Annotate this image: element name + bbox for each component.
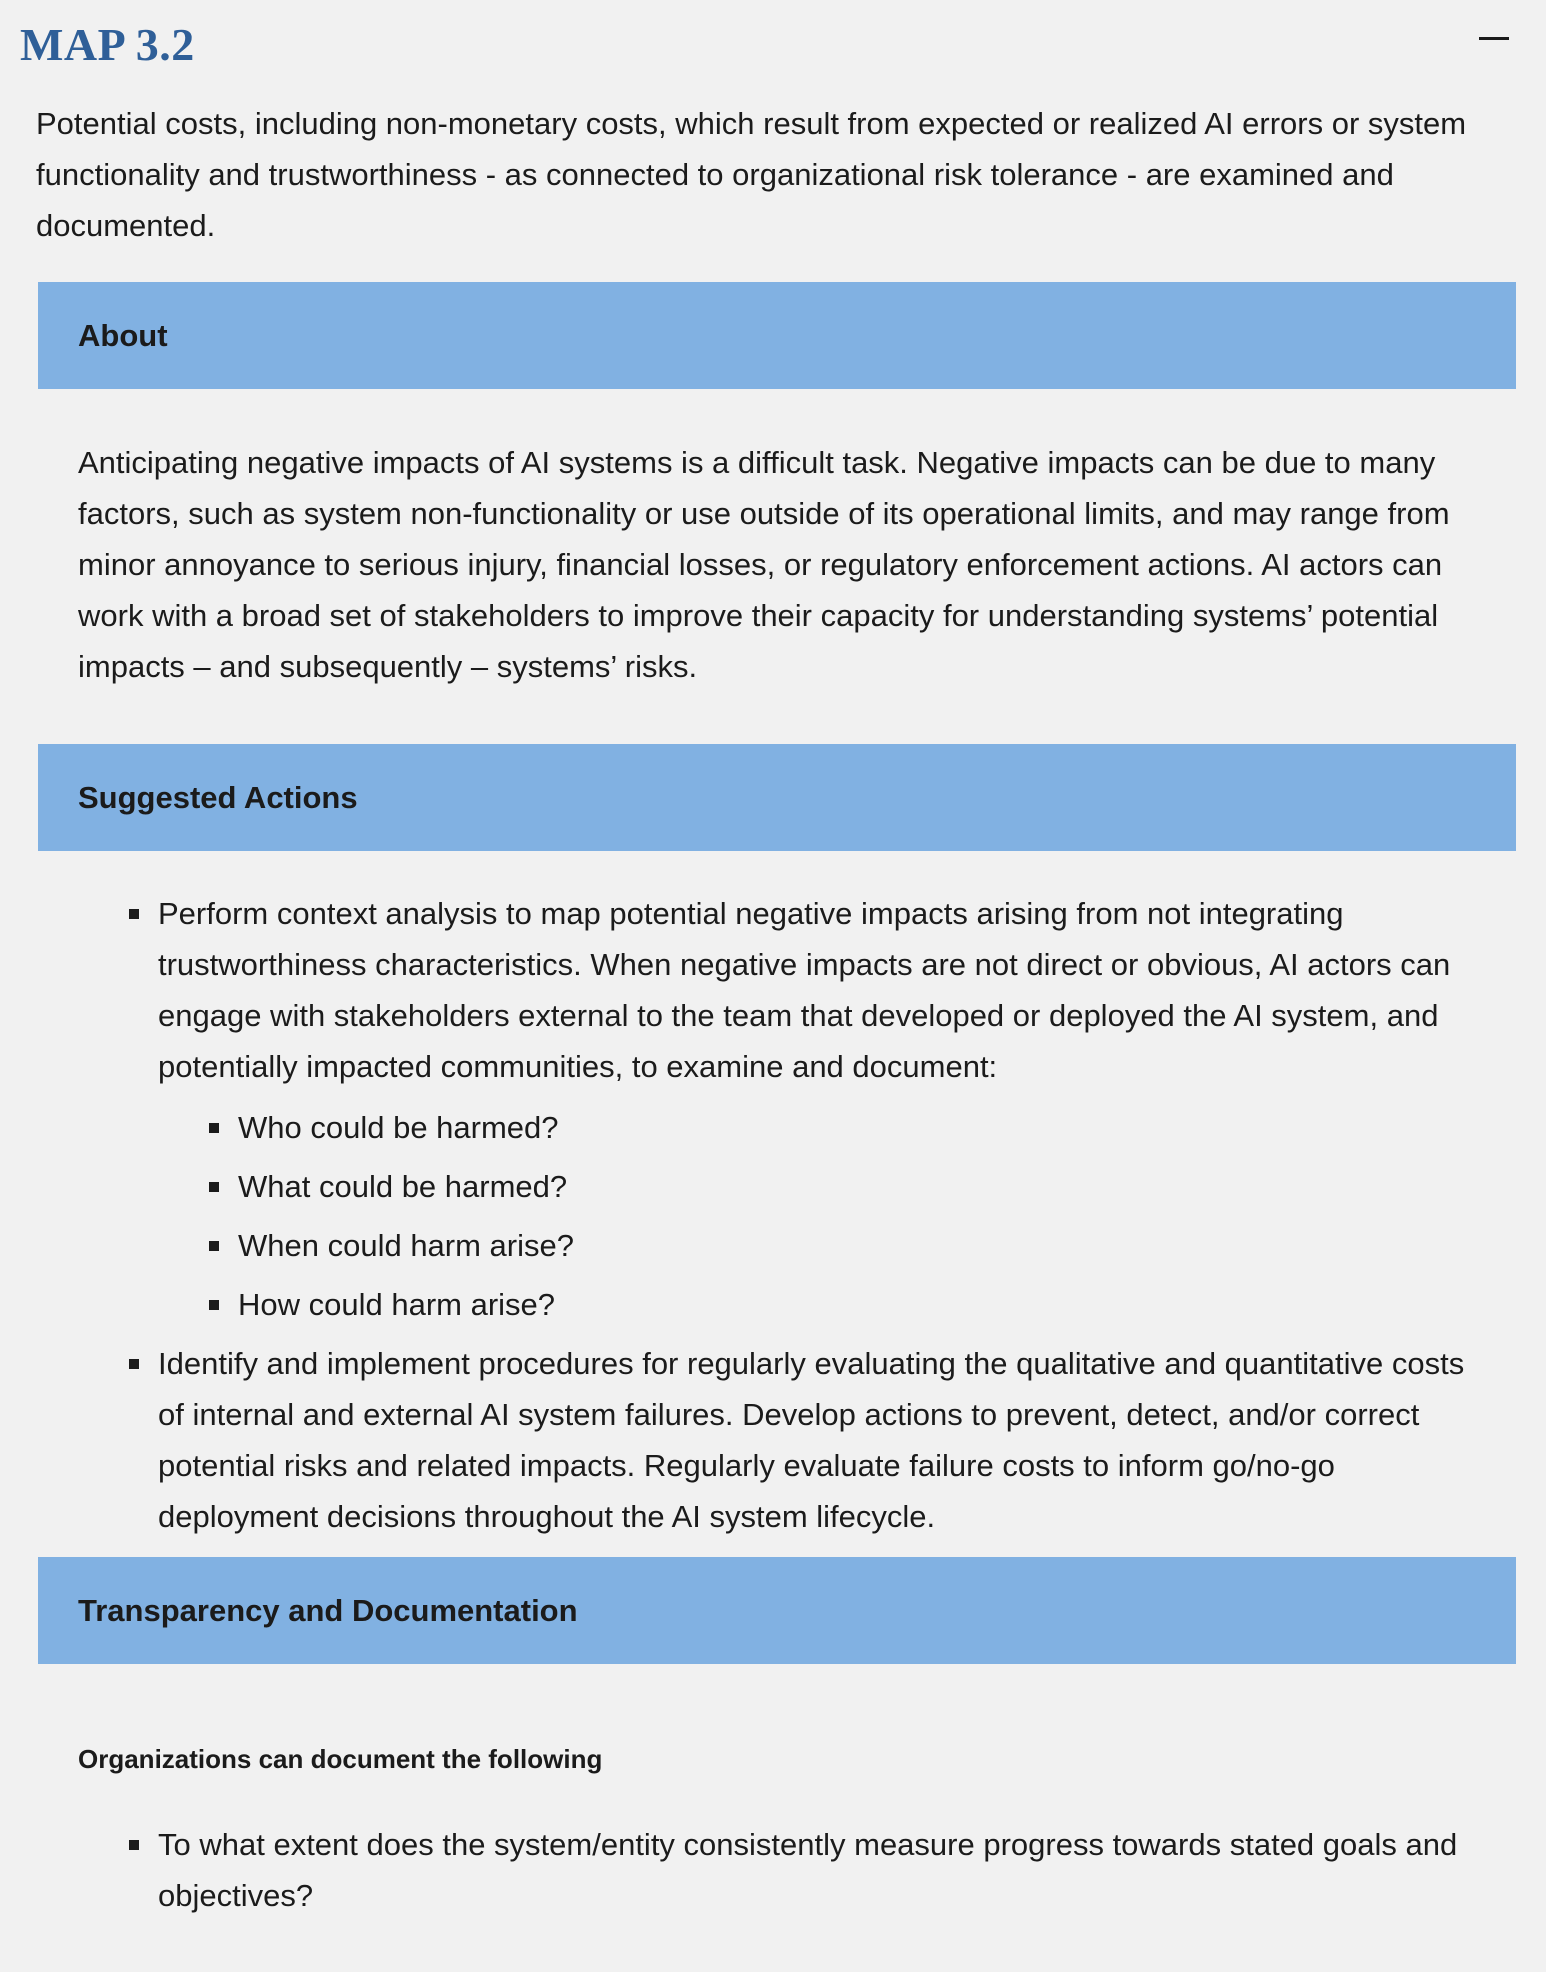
list-item-text: When could harm arise? [238, 1228, 574, 1263]
collapse-toggle-button[interactable] [1474, 24, 1514, 54]
square-bullet-icon [209, 1123, 219, 1133]
list-item-text: Identify and implement procedures for regularly evaluating the qualitative and quantitative costs of internal and external AI system failures. Develop actions to prevent, detect, and/or correct potential risks and related impacts. Regularly evaluate failure costs to inform go/no-go deployment decisions throughout the AI system lifecycle. [158, 1346, 1465, 1534]
page-title: MAP 3.2 [20, 19, 195, 70]
harm-questions-list [158, 1098, 1476, 1334]
transparency-subheading: Organizations can document the following [78, 1744, 603, 1774]
page-header [0, 0, 1546, 98]
square-bullet-icon [129, 1840, 139, 1850]
transparency-heading: Transparency and Documentation [78, 1592, 578, 1628]
about-section-header[interactable] [38, 282, 1516, 389]
square-bullet-icon [129, 909, 139, 919]
list-item [158, 1216, 1476, 1275]
list-item [158, 1098, 1476, 1157]
square-bullet-icon [209, 1300, 219, 1310]
transparency-list [0, 1819, 1546, 1921]
about-text: Anticipating negative impacts of AI systems is a difficult task. Negative impacts can be due to many factors, such as system non-functionality or use outside of its operational limits, and may range from minor annoyance to serious injury, financial losses, or regulatory enforcement actions. AI actors can work with a broad set of stakeholders to improve their capacity for understanding systems’ potential impacts – and subsequently – systems’ risks. [78, 445, 1450, 684]
list-item [0, 1338, 1546, 1542]
list-item-text: Perform context analysis to map potential negative impacts arising from not integrating trustworthiness characteristics. When negative impacts are not direct or obvious, AI actors can engage with stakeholders external to the team that developed or deployed the AI system, and potentially impacted communities, to examine and document: [158, 896, 1451, 1084]
list-item [158, 1275, 1476, 1334]
suggested-actions-list [0, 888, 1546, 1542]
square-bullet-icon [129, 1359, 139, 1369]
transparency-section-header[interactable] [38, 1557, 1516, 1664]
about-heading: About [78, 317, 168, 353]
list-item [0, 888, 1546, 1334]
list-item [0, 1819, 1546, 1921]
square-bullet-icon [209, 1182, 219, 1192]
subcategory-summary: Potential costs, including non-monetary costs, which result from expected or realized AI errors or system functionality and trustworthiness - as connected to organizational risk tolerance - are examined and documented. [36, 106, 1467, 243]
list-item-text: Who could be harmed? [238, 1110, 559, 1145]
list-item [158, 1157, 1476, 1216]
minus-icon [1479, 37, 1509, 40]
list-item-text: To what extent does the system/entity consistently measure progress towards stated goals and objectives? [158, 1827, 1458, 1913]
square-bullet-icon [209, 1241, 219, 1251]
list-item-text: How could harm arise? [238, 1287, 556, 1322]
list-item-text: What could be harmed? [238, 1169, 568, 1204]
suggested-actions-section-header[interactable] [38, 744, 1516, 851]
suggested-actions-heading: Suggested Actions [78, 779, 358, 815]
